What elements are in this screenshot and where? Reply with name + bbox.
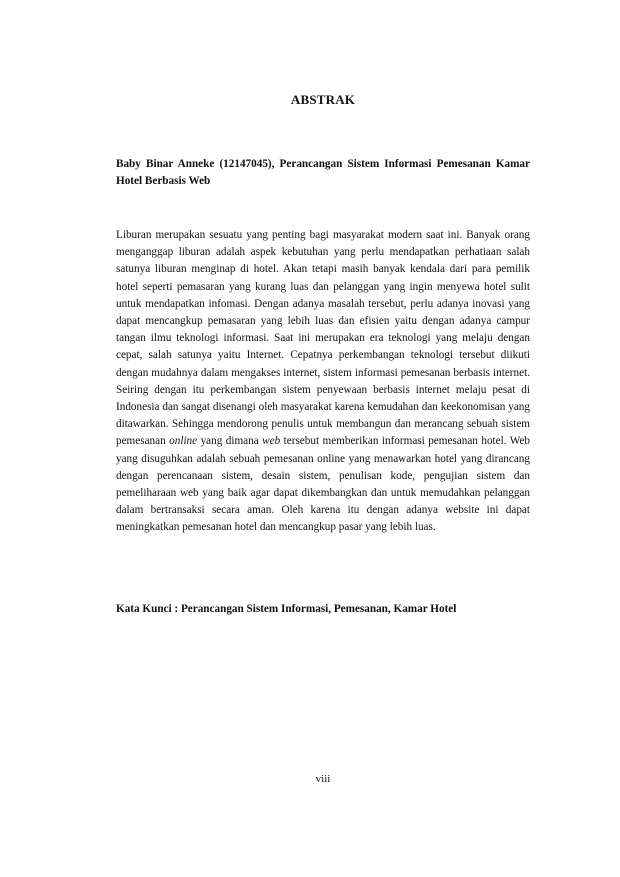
page-number: viii [315,773,331,785]
author-and-thesis-title: Baby Binar Anneke (12147045), Perancangan Sistem Informasi Pemesanan Kamar Hotel Berbasis Web [116,158,530,187]
abstract-title: ABSTRAK [290,92,356,107]
keywords-line: Kata Kunci : Perancangan Sistem Informasi, Pemesanan, Kamar Hotel [116,603,457,615]
abstract-paragraph [116,227,530,537]
abstract-text-part-1: Liburan merupakan sesuatu yang penting bagi masyarakat modern saat ini. Banyak orang menganggap liburan adalah aspek kebutuhan yang perlu mendapatkan perhatiaan salah satunya liburan menginap di hotel. Akan tetapi masih banyak kendala dari para pemilik hotel seperti pemasaran yang kurang luas dan pelanggan yang ingin menyewa hotel sulit untuk mendapatkan infomasi. Dengan adanya masalah tersebut, perlu adanya inovasi yang dapat mencangkup pemasaran yang lebih luas dan efisien yaitu dengan adanya campur tangan ilmu teknologi informasi. Saat ini merupakan era teknologi yang melaju dengan cepat, salah satunya yaitu Internet. Cepatnya perkembangan teknologi tersebut diikuti dengan mudahnya dalam mengakses internet, sistem informasi pemesanan berbasis internet. Seiring dengan itu perkembangan sistem penyewaan berbasis internet melaju pesat di Indonesia dan sangat disenangi oleh masyarakat karena kemudahan dan keekonomisan yang ditawarkan. Sehingga mendorong penulis untuk membangun dan merancang sebuah sistem pemesanan [116,229,530,448]
abstract-italic-web: web [262,435,281,448]
abstract-italic-online: online [169,435,198,448]
abstract-text-part-3: tersebut memberikan informasi pemesanan hotel. Web yang disuguhkan adalah sebuah pemesanan online yang menawarkan hotel yang dirancang dengan perencanaan sistem, desain sistem, penulisan kode, pengujian sistem dan pemeliharaan web yang baik agar dapat dikembangkan dan untuk memudahkan pelanggan dalam bertransaksi secara aman. Oleh karena itu dengan adanya website ini dapat meningkatkan pemesanan hotel dan mencangkup pasar yang lebih luas. [116,435,530,534]
abstract-text-part-2: yang dimana [197,435,263,448]
